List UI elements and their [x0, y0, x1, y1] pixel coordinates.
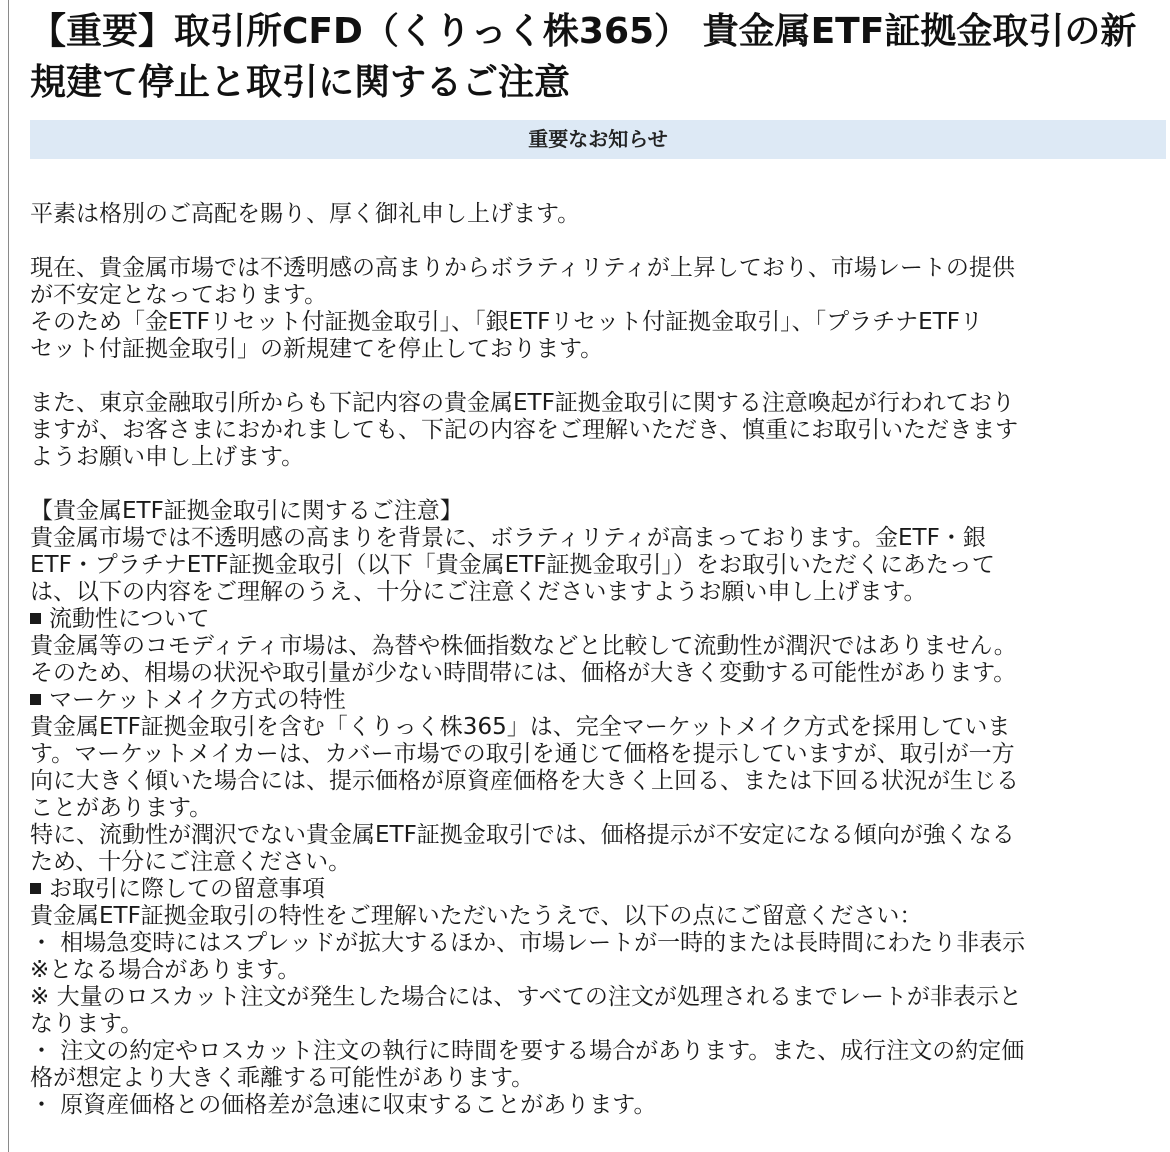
marketmake-heading-label: マーケットメイク方式の特性 — [49, 687, 346, 713]
notice-article — [30, 0, 1166, 1146]
square-bullet-icon — [30, 613, 41, 624]
text-line: 格が想定より大きく乖離する可能性があります。 — [30, 1065, 535, 1091]
list-item: ・ 注文の約定やロスカット注文の執行に時間を要する場合があります。また、成行注文の約定価 — [30, 1038, 1025, 1064]
liquidity-heading-label: 流動性について — [49, 606, 210, 632]
text-line: そのため、相場の状況や取引量が少ない時間帯には、価格が大きく変動する可能性があります。 — [30, 660, 1017, 686]
page-title — [30, 6, 1166, 108]
notice-label: 重要なお知らせ — [528, 127, 668, 151]
suspension-paragraph — [30, 255, 1166, 363]
greeting-paragraph — [30, 201, 1166, 228]
text-line: 貴金属市場では不透明感の高まりを背景に、ボラティリティが高まっております。金ETF・銀 — [30, 525, 986, 551]
text-line: ようお願い申し上げます。 — [30, 444, 305, 470]
left-border-rule — [8, 0, 9, 1152]
text-line: 向に大きく傾いた場合には、提示価格が原資産価格を大きく上回る、または下回る状況が生じる — [30, 768, 1019, 794]
liquidity-heading — [30, 606, 1166, 633]
text-line: ※となる場合があります。 — [30, 957, 301, 983]
text-line: す。マーケットメイカーは、カバー市場での取引を通じて価格を提示していますが、取引が一方 — [30, 741, 1015, 767]
list-item: ・ 原資産価格との価格差が急速に収束することがあります。 — [30, 1092, 657, 1118]
text-line: 特に、流動性が潤沢でない貴金属ETF証拠金取引では、価格提示が不安定になる傾向が強くなる — [30, 822, 1015, 848]
footnote-line: ※ 大量のロスカット注文が発生した場合には、すべての注文が処理されるまでレートが非表示と — [30, 984, 1022, 1010]
text-line: 貴金属等のコモディティ市場は、為替や株価指数などと比較して流動性が潤沢ではありません。 — [30, 633, 1017, 659]
text-line: は、以下の内容をご理解のうえ、十分にご注意くださいますようお願い申し上げます。 — [30, 579, 927, 605]
text-line: 貴金属ETF証拠金取引を含む「くりっく株365」は、完全マーケットメイク方式を採用していま — [30, 714, 1011, 740]
text-line: 現在、貴金属市場では不透明感の高まりからボラティリティが上昇しており、市場レートの提供 — [30, 255, 1015, 281]
exchange-alert-paragraph — [30, 390, 1166, 471]
square-bullet-icon — [30, 883, 41, 894]
text-line: セット付証拠金取引」の新規建てを停止しております。 — [30, 336, 604, 362]
text-line: そのため「金ETFリセット付証拠金取引」、「銀ETFリセット付証拠金取引」、「プラチナETFリ — [30, 309, 983, 335]
marketmake-heading — [30, 687, 1166, 714]
text-line: 平素は格別のご高配を賜り、厚く御礼申し上げます。 — [30, 201, 581, 227]
text-line: 貴金属ETF証拠金取引の特性をご理解いただいたうえで、以下の点にご留意ください： — [30, 903, 923, 929]
points-heading — [30, 876, 1166, 903]
text-line: ますが、お客さまにおかれましても、下記の内容をご理解いただき、慎重にお取引いただきます — [30, 417, 1019, 443]
text-line: ETF・プラチナETF証拠金取引（以下「貴金属ETF証拠金取引」）をお取引いただくにあたって — [30, 552, 995, 578]
square-bullet-icon — [30, 694, 41, 705]
important-notice-banner — [30, 120, 1166, 159]
text-line: なります。 — [30, 1011, 144, 1037]
text-line: また、東京金融取引所からも下記内容の貴金属ETF証拠金取引に関する注意喚起が行われており — [30, 390, 1015, 416]
title-line: 規建て停止と取引に関するご注意 — [30, 62, 571, 103]
points-heading-label: お取引に際しての留意事項 — [49, 876, 325, 902]
text-line: ため、十分にご注意ください。 — [30, 849, 352, 875]
text-line: ことがあります。 — [30, 795, 213, 821]
list-item: ・ 相場急変時にはスプレッドが拡大するほか、市場レートが一時的または長時間にわたり非表示 — [30, 930, 1026, 956]
caution-section — [30, 498, 1166, 1119]
article-body — [30, 201, 1166, 1119]
text-line: が不安定となっております。 — [30, 282, 328, 308]
caution-heading: 【貴金属ETF証拠金取引に関するご注意】 — [30, 498, 463, 524]
title-line: 【重要】取引所CFD（くりっく株365） 貴金属ETF証拠金取引の新 — [30, 11, 1137, 52]
